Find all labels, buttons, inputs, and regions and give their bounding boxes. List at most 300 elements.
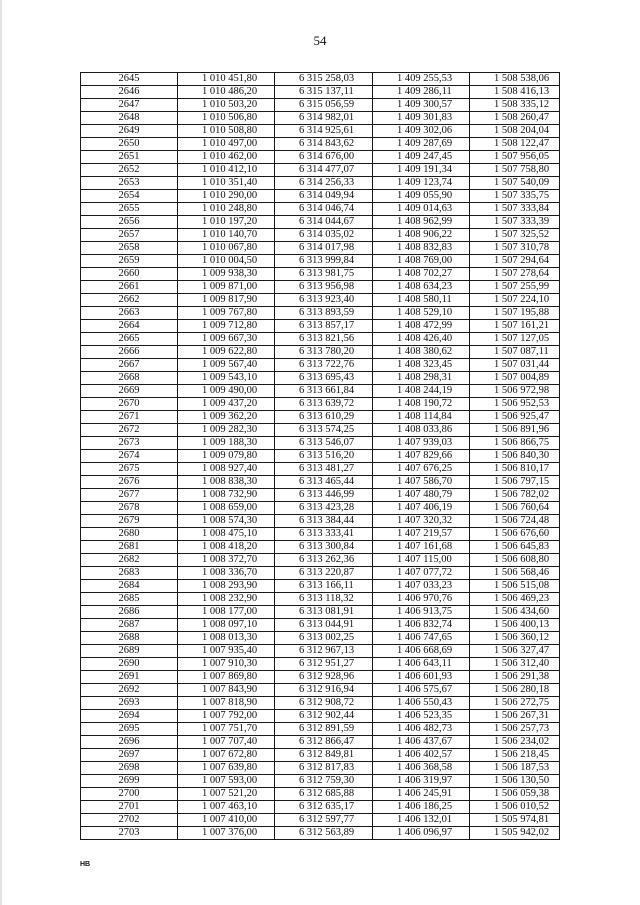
table-row [81,463,560,476]
coordinate-cell: 1 008 927,40 [178,463,275,476]
coordinate-cell: 1 506 272,75 [470,697,560,710]
point-number-cell: 2673 [81,437,178,450]
coordinate-cell: 1 406 132,01 [373,814,470,827]
coordinate-cell: 1 409 286,11 [373,86,470,99]
coordinate-cell: 6 313 166,11 [275,580,373,593]
coordinate-cell: 1 010 462,00 [178,151,275,164]
coordinate-cell: 1 008 013,30 [178,632,275,645]
point-number-cell: 2681 [81,541,178,554]
table-row [81,658,560,671]
table-row [81,99,560,112]
coordinate-cell: 1 507 956,05 [470,151,560,164]
point-number-cell: 2647 [81,99,178,112]
point-number-cell: 2683 [81,567,178,580]
table-row [81,125,560,138]
table-row [81,476,560,489]
coordinate-cell: 6 313 780,20 [275,346,373,359]
coordinate-cell: 6 314 035,02 [275,229,373,242]
coordinate-cell: 1 407 320,32 [373,515,470,528]
table-row [81,515,560,528]
coordinate-cell: 1 406 319,97 [373,775,470,788]
point-number-cell: 2692 [81,684,178,697]
coordinate-cell: 6 314 256,33 [275,177,373,190]
coordinate-cell: 1 009 282,30 [178,424,275,437]
table-row [81,73,560,86]
coordinate-cell: 1 406 550,43 [373,697,470,710]
coordinate-cell: 1 010 451,80 [178,73,275,86]
point-number-cell: 2655 [81,203,178,216]
table-row [81,749,560,762]
coordinate-cell: 1 407 033,23 [373,580,470,593]
coordinate-cell: 1 007 463,10 [178,801,275,814]
coordinate-cell: 6 313 546,07 [275,437,373,450]
coordinate-cell: 1 506 257,73 [470,723,560,736]
coordinate-cell: 6 312 759,30 [275,775,373,788]
point-number-cell: 2649 [81,125,178,138]
coordinate-cell: 6 312 685,88 [275,788,373,801]
table-row [81,294,560,307]
coordinate-cell: 1 409 123,74 [373,177,470,190]
coordinate-cell: 1 409 287,69 [373,138,470,151]
coordinate-cell: 1 506 187,53 [470,762,560,775]
coordinate-cell: 1 506 760,64 [470,502,560,515]
point-number-cell: 2668 [81,372,178,385]
coordinate-cell: 6 313 300,84 [275,541,373,554]
point-number-cell: 2699 [81,775,178,788]
coordinate-cell: 1 508 260,47 [470,112,560,125]
coordinate-cell: 6 313 044,91 [275,619,373,632]
coordinate-cell: 1 408 033,86 [373,424,470,437]
coordinate-cell: 1 008 418,20 [178,541,275,554]
coordinate-cell: 6 312 902,44 [275,710,373,723]
coordinate-cell: 1 508 335,12 [470,99,560,112]
coordinate-cell: 1 407 480,79 [373,489,470,502]
coordinate-cell: 1 406 437,67 [373,736,470,749]
coordinate-cell: 1 506 130,50 [470,775,560,788]
coordinate-cell: 6 312 563,89 [275,827,373,840]
scan-edge [0,0,2,905]
table-row [81,788,560,801]
coordinate-cell: 1 406 575,67 [373,684,470,697]
coordinate-cell: 1 409 247,45 [373,151,470,164]
coordinate-cell: 1 506 925,47 [470,411,560,424]
table-row [81,736,560,749]
coordinate-cell: 6 313 610,29 [275,411,373,424]
point-number-cell: 2660 [81,268,178,281]
coordinate-cell: 1 506 866,75 [470,437,560,450]
table-row [81,138,560,151]
point-number-cell: 2691 [81,671,178,684]
coordinate-cell: 6 312 849,81 [275,749,373,762]
point-number-cell: 2651 [81,151,178,164]
coordinate-cell: 6 314 925,61 [275,125,373,138]
coordinate-table [80,72,560,840]
table-row [81,112,560,125]
coordinate-cell: 1 407 219,57 [373,528,470,541]
point-number-cell: 2645 [81,73,178,86]
coordinate-cell: 1 407 939,03 [373,437,470,450]
coordinate-cell: 1 507 325,52 [470,229,560,242]
table-row [81,372,560,385]
coordinate-cell: 1 009 490,00 [178,385,275,398]
coordinate-cell: 1 406 913,75 [373,606,470,619]
coordinate-cell: 6 315 137,11 [275,86,373,99]
coordinate-cell: 1 506 840,30 [470,450,560,463]
table-row [81,775,560,788]
point-number-cell: 2675 [81,463,178,476]
coordinate-cell: 1 506 234,02 [470,736,560,749]
point-number-cell: 2658 [81,242,178,255]
table-row [81,190,560,203]
coordinate-cell: 6 312 817,83 [275,762,373,775]
coordinate-cell: 1 007 410,00 [178,814,275,827]
coordinate-cell: 1 506 608,80 [470,554,560,567]
point-number-cell: 2665 [81,333,178,346]
point-number-cell: 2656 [81,216,178,229]
point-number-cell: 2667 [81,359,178,372]
coordinate-cell: 1 009 938,30 [178,268,275,281]
table-row [81,671,560,684]
coordinate-cell: 1 406 668,69 [373,645,470,658]
table-row [81,684,560,697]
coordinate-cell: 1 010 506,80 [178,112,275,125]
table-row [81,398,560,411]
table-row [81,307,560,320]
coordinate-cell: 1 506 360,12 [470,632,560,645]
table-row [81,450,560,463]
coordinate-cell: 1 406 402,57 [373,749,470,762]
coordinate-cell: 6 314 046,74 [275,203,373,216]
coordinate-cell: 1 008 177,00 [178,606,275,619]
coordinate-cell: 1 409 191,34 [373,164,470,177]
coordinate-cell: 1 506 952,53 [470,398,560,411]
point-number-cell: 2662 [81,294,178,307]
page-number: 54 [313,33,327,48]
coordinate-cell: 1 507 278,64 [470,268,560,281]
coordinate-cell: 1 009 817,90 [178,294,275,307]
coordinate-cell: 6 313 574,25 [275,424,373,437]
coordinate-cell: 1 407 586,70 [373,476,470,489]
point-number-cell: 2686 [81,606,178,619]
coordinate-cell: 6 314 017,98 [275,242,373,255]
coordinate-cell: 1 406 747,65 [373,632,470,645]
coordinate-cell: 1 508 538,06 [470,73,560,86]
point-number-cell: 2652 [81,164,178,177]
coordinate-cell: 1 010 290,00 [178,190,275,203]
coordinate-cell: 1 009 437,20 [178,398,275,411]
coordinate-cell: 6 313 857,17 [275,320,373,333]
coordinate-cell: 1 008 372,70 [178,554,275,567]
coordinate-cell: 6 312 891,59 [275,723,373,736]
coordinate-cell: 1 007 843,90 [178,684,275,697]
table-row [81,502,560,515]
coordinate-cell: 1 506 059,38 [470,788,560,801]
coordinate-cell: 6 314 049,94 [275,190,373,203]
coordinate-cell: 1 406 970,76 [373,593,470,606]
coordinate-cell: 1 406 186,25 [373,801,470,814]
coordinate-cell: 1 009 362,20 [178,411,275,424]
coordinate-cell: 1 506 312,40 [470,658,560,671]
point-number-cell: 2679 [81,515,178,528]
table-row [81,567,560,580]
coordinate-cell: 1 408 244,19 [373,385,470,398]
coordinate-cell: 1 008 574,30 [178,515,275,528]
coordinate-cell: 1 010 248,80 [178,203,275,216]
coordinate-cell: 1 507 004,89 [470,372,560,385]
point-number-cell: 2666 [81,346,178,359]
table-row [81,151,560,164]
table-row [81,580,560,593]
table-row [81,814,560,827]
table-row [81,554,560,567]
coordinate-cell: 1 507 333,84 [470,203,560,216]
coordinate-cell: 1 407 161,68 [373,541,470,554]
coordinate-cell: 6 312 908,72 [275,697,373,710]
point-number-cell: 2676 [81,476,178,489]
point-number-cell: 2689 [81,645,178,658]
table-row [81,177,560,190]
coordinate-cell: 6 315 258,03 [275,73,373,86]
coordinate-cell: 1 507 294,64 [470,255,560,268]
point-number-cell: 2685 [81,593,178,606]
table-row [81,723,560,736]
coordinate-cell: 1 507 031,44 [470,359,560,372]
coordinate-cell: 1 010 351,40 [178,177,275,190]
coordinate-cell: 1 506 676,60 [470,528,560,541]
coordinate-cell: 1 407 077,72 [373,567,470,580]
coordinate-cell: 1 408 298,31 [373,372,470,385]
point-number-cell: 2684 [81,580,178,593]
coordinate-cell: 1 408 702,27 [373,268,470,281]
point-number-cell: 2700 [81,788,178,801]
point-number-cell: 2680 [81,528,178,541]
coordinate-cell: 1 008 232,90 [178,593,275,606]
coordinate-cell: 6 314 044,67 [275,216,373,229]
coordinate-cell: 1 408 380,62 [373,346,470,359]
point-number-cell: 2674 [81,450,178,463]
coordinate-cell: 6 313 384,44 [275,515,373,528]
point-number-cell: 2646 [81,86,178,99]
coordinate-cell: 1 409 014,63 [373,203,470,216]
coordinate-cell: 1 406 482,73 [373,723,470,736]
coordinate-cell: 6 313 639,72 [275,398,373,411]
coordinate-cell: 1 009 712,80 [178,320,275,333]
coordinate-cell: 1 507 255,99 [470,281,560,294]
coordinate-cell: 1 506 568,46 [470,567,560,580]
point-number-cell: 2696 [81,736,178,749]
point-number-cell: 2648 [81,112,178,125]
coordinate-cell: 1 007 935,40 [178,645,275,658]
table-row [81,203,560,216]
coordinate-cell: 1 406 245,91 [373,788,470,801]
coordinate-cell: 6 313 893,59 [275,307,373,320]
point-number-cell: 2682 [81,554,178,567]
table-row [81,242,560,255]
point-number-cell: 2678 [81,502,178,515]
coordinate-cell: 1 507 087,11 [470,346,560,359]
coordinate-cell: 1 009 622,80 [178,346,275,359]
coordinate-cell: 6 312 916,94 [275,684,373,697]
coordinate-cell: 1 407 406,19 [373,502,470,515]
coordinate-cell: 6 313 002,25 [275,632,373,645]
table-row [81,437,560,450]
coordinate-cell: 1 010 412,10 [178,164,275,177]
table-row [81,619,560,632]
point-number-cell: 2672 [81,424,178,437]
table-row [81,86,560,99]
point-number-cell: 2695 [81,723,178,736]
point-number-cell: 2653 [81,177,178,190]
table-row [81,333,560,346]
coordinate-cell: 1 408 962,99 [373,216,470,229]
coordinate-cell: 1 007 521,20 [178,788,275,801]
coordinate-cell: 6 314 982,01 [275,112,373,125]
coordinate-cell: 1 409 255,53 [373,73,470,86]
coordinate-cell: 1 406 601,93 [373,671,470,684]
point-number-cell: 2687 [81,619,178,632]
coordinate-cell: 1 010 067,80 [178,242,275,255]
coordinate-cell: 6 313 516,20 [275,450,373,463]
coordinate-cell: 1 010 140,70 [178,229,275,242]
coordinate-cell: 1 507 161,21 [470,320,560,333]
table-row [81,593,560,606]
footer-mark: НВ [80,861,91,868]
coordinate-cell: 6 315 056,59 [275,99,373,112]
coordinate-cell: 1 507 335,75 [470,190,560,203]
coordinate-cell: 1 008 293,90 [178,580,275,593]
coordinate-cell: 1 009 543,10 [178,372,275,385]
coordinate-cell: 1 506 810,17 [470,463,560,476]
coordinate-cell: 1 008 659,00 [178,502,275,515]
table-row [81,801,560,814]
coordinate-cell: 6 312 928,96 [275,671,373,684]
coordinate-cell: 6 313 923,40 [275,294,373,307]
coordinate-cell: 1 508 416,13 [470,86,560,99]
coordinate-cell: 1 507 333,39 [470,216,560,229]
coordinate-cell: 1 009 188,30 [178,437,275,450]
table-row [81,697,560,710]
table-row [81,229,560,242]
coordinate-cell: 1 007 818,90 [178,697,275,710]
coordinate-cell: 1 010 503,20 [178,99,275,112]
coordinate-cell: 1 008 336,70 [178,567,275,580]
point-number-cell: 2701 [81,801,178,814]
coordinate-cell: 1 007 376,00 [178,827,275,840]
coordinate-cell: 6 314 843,62 [275,138,373,151]
coordinate-cell: 1 010 197,20 [178,216,275,229]
coordinate-cell: 1 406 096,97 [373,827,470,840]
table-row [81,385,560,398]
table-row [81,528,560,541]
coordinate-cell: 1 408 426,40 [373,333,470,346]
point-number-cell: 2690 [81,658,178,671]
point-number-cell: 2661 [81,281,178,294]
coordinate-cell: 6 313 981,75 [275,268,373,281]
table-row [81,424,560,437]
coordinate-cell: 1 007 910,30 [178,658,275,671]
table-row [81,268,560,281]
coordinate-cell: 1 506 291,38 [470,671,560,684]
table-row [81,320,560,333]
table-row [81,710,560,723]
coordinate-cell: 1 506 218,45 [470,749,560,762]
coordinate-cell: 6 312 635,17 [275,801,373,814]
coordinate-cell: 1 409 055,90 [373,190,470,203]
coordinate-cell: 1 508 204,04 [470,125,560,138]
coordinate-cell: 1 007 593,00 [178,775,275,788]
coordinate-cell: 6 313 661,84 [275,385,373,398]
table-row [81,255,560,268]
coordinate-cell: 1 010 508,80 [178,125,275,138]
coordinate-cell: 6 312 967,13 [275,645,373,658]
coordinate-cell: 1 408 529,10 [373,307,470,320]
coordinate-cell: 6 312 866,47 [275,736,373,749]
coordinate-cell: 1 506 724,48 [470,515,560,528]
coordinate-cell: 1 506 280,18 [470,684,560,697]
coordinate-cell: 1 408 906,22 [373,229,470,242]
coordinate-cell: 1 407 115,00 [373,554,470,567]
coordinate-cell: 1 406 643,11 [373,658,470,671]
coordinate-cell: 1 407 829,66 [373,450,470,463]
coordinate-cell: 1 507 758,80 [470,164,560,177]
coordinate-cell: 1 506 400,13 [470,619,560,632]
coordinate-cell: 1 007 751,70 [178,723,275,736]
point-number-cell: 2698 [81,762,178,775]
coordinate-cell: 1 506 797,15 [470,476,560,489]
coordinate-cell: 1 010 486,20 [178,86,275,99]
coordinate-cell: 1 507 540,09 [470,177,560,190]
coordinate-cell: 1 009 079,80 [178,450,275,463]
coordinate-cell: 1 008 732,90 [178,489,275,502]
coordinate-cell: 1 507 224,10 [470,294,560,307]
coordinate-cell: 1 409 300,57 [373,99,470,112]
coordinate-cell: 1 408 472,99 [373,320,470,333]
point-number-cell: 2697 [81,749,178,762]
coordinate-cell: 1 506 972,98 [470,385,560,398]
coordinate-cell: 6 313 481,27 [275,463,373,476]
coordinate-cell: 1 009 871,00 [178,281,275,294]
table-row [81,827,560,840]
point-number-cell: 2671 [81,411,178,424]
coordinate-cell: 6 314 676,00 [275,151,373,164]
table-row [81,541,560,554]
coordinate-cell: 1 505 974,81 [470,814,560,827]
coordinate-cell: 1 009 767,80 [178,307,275,320]
coordinate-cell: 6 313 262,36 [275,554,373,567]
table-row [81,762,560,775]
coordinate-cell: 1 010 497,00 [178,138,275,151]
coordinate-cell: 6 312 951,27 [275,658,373,671]
coordinate-cell: 1 007 639,80 [178,762,275,775]
point-number-cell: 2670 [81,398,178,411]
point-number-cell: 2654 [81,190,178,203]
table-row [81,216,560,229]
table-row [81,346,560,359]
coordinate-cell: 1 008 475,10 [178,528,275,541]
point-number-cell: 2650 [81,138,178,151]
coordinate-cell: 1 009 567,40 [178,359,275,372]
coordinate-cell: 1 409 302,06 [373,125,470,138]
coordinate-cell: 6 313 220,87 [275,567,373,580]
coordinate-cell: 1 409 301,83 [373,112,470,125]
coordinate-cell: 1 408 323,45 [373,359,470,372]
coordinate-cell: 1 007 869,80 [178,671,275,684]
coordinate-cell: 1 007 707,40 [178,736,275,749]
coordinate-cell: 6 313 956,98 [275,281,373,294]
table-body [81,73,560,840]
coordinate-cell: 1 506 327,47 [470,645,560,658]
coordinate-cell: 1 007 672,80 [178,749,275,762]
